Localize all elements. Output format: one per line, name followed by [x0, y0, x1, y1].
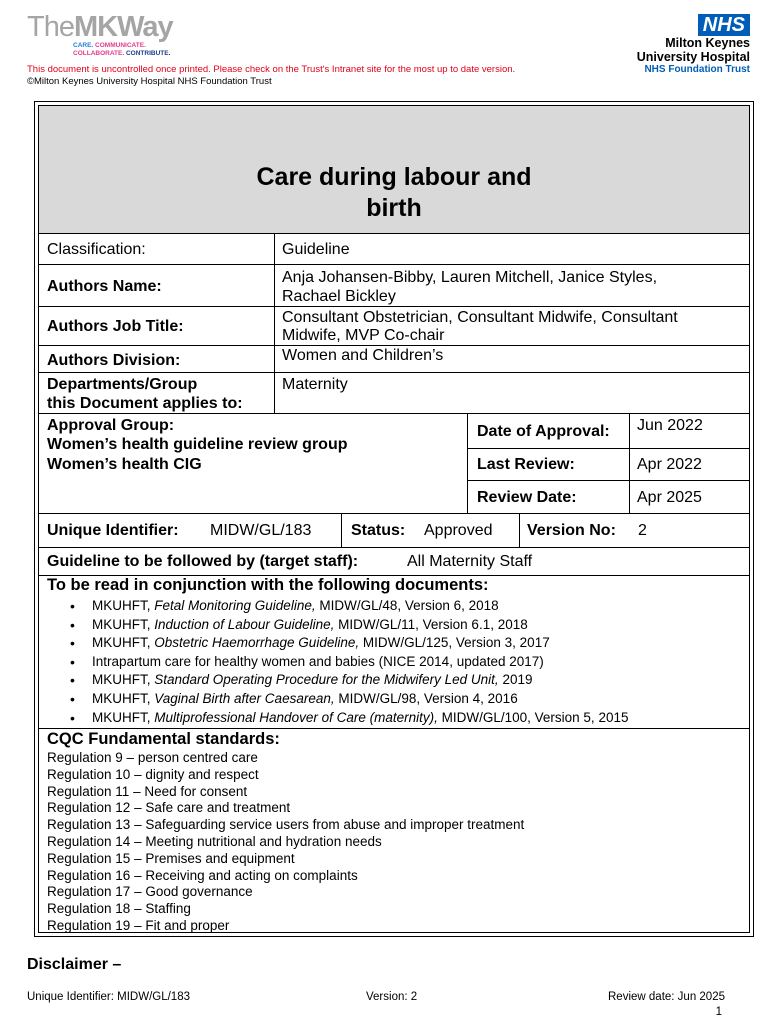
footer-page-number: 1 [715, 1006, 722, 1018]
logo-the-text: The [27, 11, 74, 43]
document-suffix: MIDW/GL/11, Version 6.1, 2018 [334, 616, 528, 632]
review-date-label: Review Date: [477, 489, 577, 506]
disclaimer-heading: Disclaimer – [27, 956, 122, 973]
last-review-label: Last Review: [477, 456, 575, 473]
document-suffix: MIDW/GL/98, Version 4, 2016 [334, 690, 518, 706]
cqc-regulation-item: Regulation 16 – Receiving and acting on complaints [47, 867, 358, 883]
authors-name-line2: Rachael Bickley [282, 288, 396, 305]
cqc-regulation-item: Regulation 15 – Premises and equipment [47, 850, 295, 866]
trust-name: NHS Foundation Trust [644, 64, 750, 75]
document-suffix: MIDW/GL/100, Version 5, 2015 [437, 709, 629, 725]
row-divider [39, 306, 749, 307]
cqc-heading: CQC Fundamental standards: [47, 730, 280, 748]
status-label: Status: [351, 522, 406, 539]
departments-label-line2: this Document applies to: [47, 395, 243, 412]
document-prefix: MKUHFT, [92, 598, 155, 613]
column-divider [274, 234, 275, 413]
authors-name-label: Authors Name: [47, 278, 162, 295]
conjunction-document-item [70, 671, 740, 690]
authors-division-label: Authors Division: [47, 352, 181, 369]
row-divider [39, 413, 749, 414]
classification-value: Guideline [282, 241, 350, 258]
logo-tagline [73, 42, 187, 50]
tagline-collaborate: COLLABORATE. [73, 50, 125, 57]
row-divider [39, 513, 749, 514]
cqc-regulation-item: Regulation 18 – Staffing [47, 901, 191, 917]
tagline-contribute: CONTRIBUTE. [125, 50, 171, 57]
conjunction-heading: To be read in conjunction with the following documents: [47, 576, 489, 594]
cqc-regulation-item: Regulation 13 – Safeguarding service users from abuse and improper treatment [47, 817, 525, 833]
hospital-name-line2: University Hospital [636, 50, 750, 64]
logo-mkway-text: MKWay [73, 11, 173, 43]
column-divider [467, 413, 468, 513]
column-divider [519, 513, 520, 547]
cqc-regulation-item: Regulation 19 – Fit and proper [47, 917, 230, 933]
document-prefix: MKUHFT, [92, 672, 155, 688]
authors-job-line2: Midwife, MVP Co-chair [282, 327, 445, 344]
departments-value: Maternity [282, 376, 348, 393]
conjunction-documents-list [70, 597, 740, 727]
column-divider [629, 413, 630, 513]
authors-job-label: Authors Job Title: [47, 318, 184, 335]
last-review-value: Apr 2022 [637, 456, 702, 473]
conjunction-document-item [70, 616, 740, 635]
document-title-italic: Standard Operating Procedure for the Midwifery Led Unit, [154, 672, 499, 688]
row-divider [39, 264, 749, 265]
row-divider [39, 547, 749, 548]
date-of-approval-label: Date of Approval: [477, 423, 610, 440]
status-value: Approved [424, 522, 493, 539]
nhs-logo [637, 14, 750, 76]
cqc-regulation-item: Regulation 12 – Safe care and treatment [47, 800, 291, 816]
departments-label-line1: Departments/Group [47, 376, 198, 393]
target-staff-label: Guideline to be followed by (target staff): [47, 553, 359, 570]
logo-tagline-2 [73, 50, 187, 58]
tagline-care: CARE. [73, 42, 94, 49]
footer-unique-identifier: Unique Identifier: MIDW/GL/183 [27, 991, 190, 1003]
target-staff-value: All Maternity Staff [407, 553, 533, 570]
review-date-value: Apr 2025 [637, 489, 702, 506]
hospital-name-line1: Milton Keynes [665, 36, 750, 50]
uncontrolled-notice: This document is uncontrolled once printed. Please check on the Trust's Intranet site for the most up to date version. [27, 64, 516, 75]
row-divider [467, 480, 749, 481]
copyright-text: ©Milton Keynes University Hospital NHS Foundation Trust [27, 76, 272, 87]
version-value: 2 [638, 522, 647, 539]
document-prefix: MKUHFT, [92, 690, 155, 706]
conjunction-document-item [70, 634, 740, 653]
row-divider [39, 728, 749, 729]
title-line-1: Care during labour and [256, 163, 532, 191]
unique-identifier-label: Unique Identifier: [47, 522, 179, 539]
cqc-regulation-item: Regulation 11 – Need for consent [47, 783, 248, 799]
version-label: Version No: [527, 522, 616, 539]
document-suffix: 2019 [498, 672, 533, 688]
date-of-approval-value: Jun 2022 [637, 417, 703, 434]
authors-job-line1: Consultant Obstetrician, Consultant Midwife, Consultant [282, 309, 678, 326]
nhs-badge: NHS [698, 14, 750, 36]
approval-group-label: Approval Group: [47, 417, 175, 434]
conjunction-document-item [70, 709, 740, 728]
document-title-italic: Vaginal Birth after Caesarean, [154, 690, 335, 706]
authors-name-line1: Anja Johansen-Bibby, Lauren Mitchell, Janice Styles, [282, 269, 658, 286]
document-title-italic: Multiprofessional Handover of Care (maternity), [154, 709, 438, 725]
mkway-logo [27, 12, 187, 64]
title-line-2: birth [366, 194, 422, 222]
row-divider [467, 448, 749, 449]
cqc-regulation-item: Regulation 17 – Good governance [47, 884, 253, 900]
cqc-regulation-item: Regulation 14 – Meeting nutritional and hydration needs [47, 833, 382, 849]
document-title [39, 162, 749, 224]
cqc-regulation-item: Regulation 10 – dignity and respect [47, 766, 259, 782]
row-divider [39, 372, 749, 373]
document-title-italic: Fetal Monitoring Guideline, [154, 598, 316, 613]
column-divider [341, 513, 342, 547]
conjunction-document-item [70, 690, 740, 709]
footer-review-date: Review date: Jun 2025 [608, 991, 725, 1003]
cqc-regulations-list [47, 750, 524, 935]
document-title-italic: Induction of Labour Guideline, [154, 616, 335, 632]
footer-version: Version: 2 [366, 991, 418, 1003]
document-suffix: MIDW/GL/48, Version 6, 2018 [315, 598, 499, 613]
classification-label: Classification: [47, 241, 146, 258]
unique-identifier-value: MIDW/GL/183 [210, 522, 312, 539]
tagline-communicate: COMMUNICATE. [95, 42, 146, 49]
conjunction-document-item [70, 597, 740, 616]
document-prefix: MKUHFT, [92, 616, 155, 632]
document-title-italic: Obstetric Haemorrhage Guideline, [154, 635, 360, 651]
conjunction-document-item [70, 653, 740, 672]
document-prefix: Intrapartum care for healthy women and babies (NICE 2014, updated 2017) [92, 653, 544, 669]
approval-group-line1: Women’s health guideline review group [47, 436, 348, 453]
document-prefix: MKUHFT, [92, 635, 155, 651]
approval-group-line2: Women’s health CIG [47, 456, 202, 473]
document-suffix: MIDW/GL/125, Version 3, 2017 [359, 635, 550, 651]
authors-division-value: Women and Children’s [282, 347, 444, 364]
cqc-regulation-item: Regulation 9 – person centred care [47, 750, 258, 765]
document-prefix: MKUHFT, [92, 709, 155, 725]
